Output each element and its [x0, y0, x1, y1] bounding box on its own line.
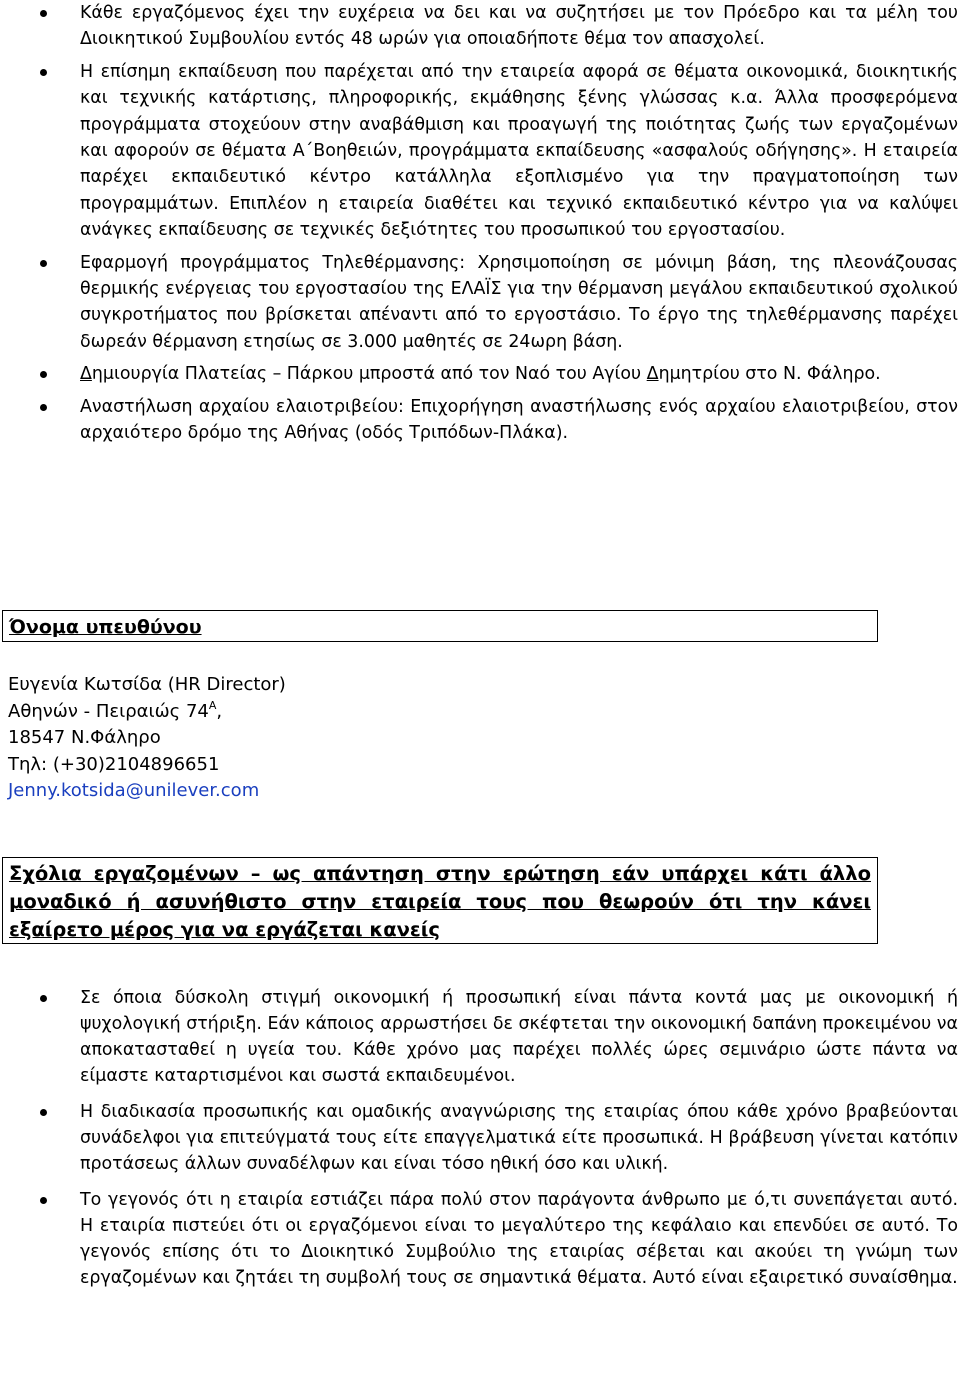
bullet-icon	[40, 1197, 47, 1204]
list-item	[0, 250, 960, 356]
list-item	[0, 361, 960, 387]
contact-name: Ευγενία Κωτσίδα (HR Director)	[8, 674, 286, 695]
bullet-icon	[40, 69, 47, 76]
contact-address: Αθηνών - Πειραιώς $74^A$,	[8, 698, 223, 722]
contact-postcode: 18547 Ν.Φάληρο	[8, 727, 161, 748]
list-item	[0, 394, 960, 447]
bullet-text: Το γεγονός ότι η εταιρία εστιάζει πάρα πολύ στον παράγοντα άνθρωπο με ό,τι συνεπάγεται αυτό. Η εταιρία πιστεύει ότι οι εργαζόμενοι είναι το μεγαλύτερο της κεφάλαιο και επενδύει σε αυτό. Το γεγονός επίσης ότι το Διοικητικό Συμβούλιο της εταιρίας σέβεται και ακούει τη γνώμη των εργαζομένων και ζητάει τη συμβολή τους σε σημαντικά θέματα. Αυτό είναι εξαιρετικό συναίσθημα.	[80, 1190, 958, 1288]
comments-heading-box	[2, 857, 878, 944]
bullet-icon	[40, 1109, 47, 1116]
top-bullet-list	[0, 0, 960, 453]
bullet-text: Δημιουργία Πλατείας – Πάρκου μπροστά από τον Ναό του Αγίου Δημητρίου στο Ν. Φάληρο.	[80, 364, 881, 385]
contact-email-link[interactable]: Jenny.kotsida@unilever.com	[8, 780, 260, 801]
contact-heading-box	[2, 610, 878, 642]
list-item	[0, 985, 960, 1089]
bullet-text: Η επίσημη εκπαίδευση που παρέχεται από την εταιρεία αφορά σε θέματα οικονομικά, διοικητικής και τεχνικής κατάρτισης, πληροφορικής, εκμάθησης ξένης γλώσσας κ.α. Άλλα προσφερόμενα προγράμματα στοχεύουν στην αναβάθμιση και προαγωγή της ποιότητας ζωής των εργαζομένων και αφορούν σε θέματα Α΄Βοηθειών, προγράμματα εκπαίδευσης «ασφαλούς οδήγησης». Η εταιρεία παρέχει εκπαιδευτικό κέντρο κατάλληλα εξοπλισμένο για την πραγματοποίηση των προγραμμάτων. Επιπλέον η εταιρεία διαθέτει και τεχνικό εκπαιδευτικό κέντρο για να καλύψει ανάγκες εκπαίδευσης σε τεχνικές δεξιότητες του προσωπικού του εργοστασίου.	[80, 61, 958, 241]
bullet-icon	[40, 260, 47, 267]
list-item	[0, 59, 960, 244]
bullet-text: Κάθε εργαζόμενος έχει την ευχέρεια να δει και να συζητήσει με τον Πρόεδρο και τα μέλη του Διοικητικού Συμβουλίου εντός 48 ωρών για οποιαδήποτε θέμα τον απασχολεί.	[80, 3, 958, 50]
address-superscript: Α	[208, 698, 217, 712]
bullet-icon	[40, 371, 47, 378]
bullet-icon	[40, 404, 47, 411]
contact-phone: Τηλ: (+30)2104896651	[8, 753, 220, 775]
contact-heading: Όνομα υπευθύνου	[9, 616, 202, 638]
bullet-icon	[40, 995, 47, 1002]
list-item	[0, 0, 960, 53]
comments-heading: Σχόλια εργαζομένων – ως απάντηση στην ερώτηση εάν υπάρχει κάτι άλλο μοναδικό ή ασυνήθιστο στην εταιρεία τους που θεωρούν ότι την κάνει εξαίρετο μέρος για να εργάζεται κανείς	[9, 862, 871, 941]
bullet-text: Σε όποια δύσκολη στιγμή οικονομική ή προσωπική είναι πάντα κοντά μας με οικονομική ή ψυχολογική στήριξη. Εάν κάποιος αρρωστήσει δε σκέφτεται την οικονομική δαπάνη προκειμένου να αποκατασταθεί η υγεία του. Κάθε χρόνο μας παρέχει πολλές ώρες σεμινάριο ώστε πάντα να είμαστε καταρτισμένοι και σωστά εκπαιδευμένοι.	[80, 988, 958, 1086]
list-item	[0, 1099, 960, 1177]
bullet-icon	[40, 10, 47, 17]
underlined-letter: Δ	[646, 364, 659, 385]
bullet-text: Η διαδικασία προσωπικής και ομαδικής αναγνώρισης της εταιρίας όπου κάθε χρόνο βραβεύονται συνάδελφοι για επιτεύγματά τους είτε επαγγελματικά είτε προσωπικά. Η βράβευση γίνεται κατόπιν προτάσεως άλλων συναδέλφων και είναι τόσο ηθική όσο και υλική.	[80, 1102, 958, 1174]
underlined-letter: Δ	[80, 364, 92, 385]
bullet-text: Εφαρμογή προγράμματος Τηλεθέρμανσης: Χρησιμοποίηση σε μόνιμη βάση, της πλεονάζουσας θερμικής ενέργειας του εργοστασίου της ΕΛΑΪΣ για την θέρμανση μεγάλου εκπαιδευτικού σχολικού συγκροτήματος που βρίσκεται απέναντι από το εργοστάσιο. Το έργο της τηλεθέρμανσης παρέχει δωρεάν θέρμανση ετησίως σε 3.000 μαθητές σε 24ωρη βάση.	[80, 252, 958, 352]
comments-bullet-list	[0, 985, 960, 1301]
list-item	[0, 1187, 960, 1291]
contact-block	[8, 672, 286, 805]
bullet-text: Αναστήλωση αρχαίου ελαιοτριβείου: Επιχορήγηση αναστήλωσης ενός αρχαίου ελαιοτριβείου, στον αρχαιότερο δρόμο της Αθήνας (οδός Τριπόδων-Πλάκα).	[80, 396, 958, 444]
